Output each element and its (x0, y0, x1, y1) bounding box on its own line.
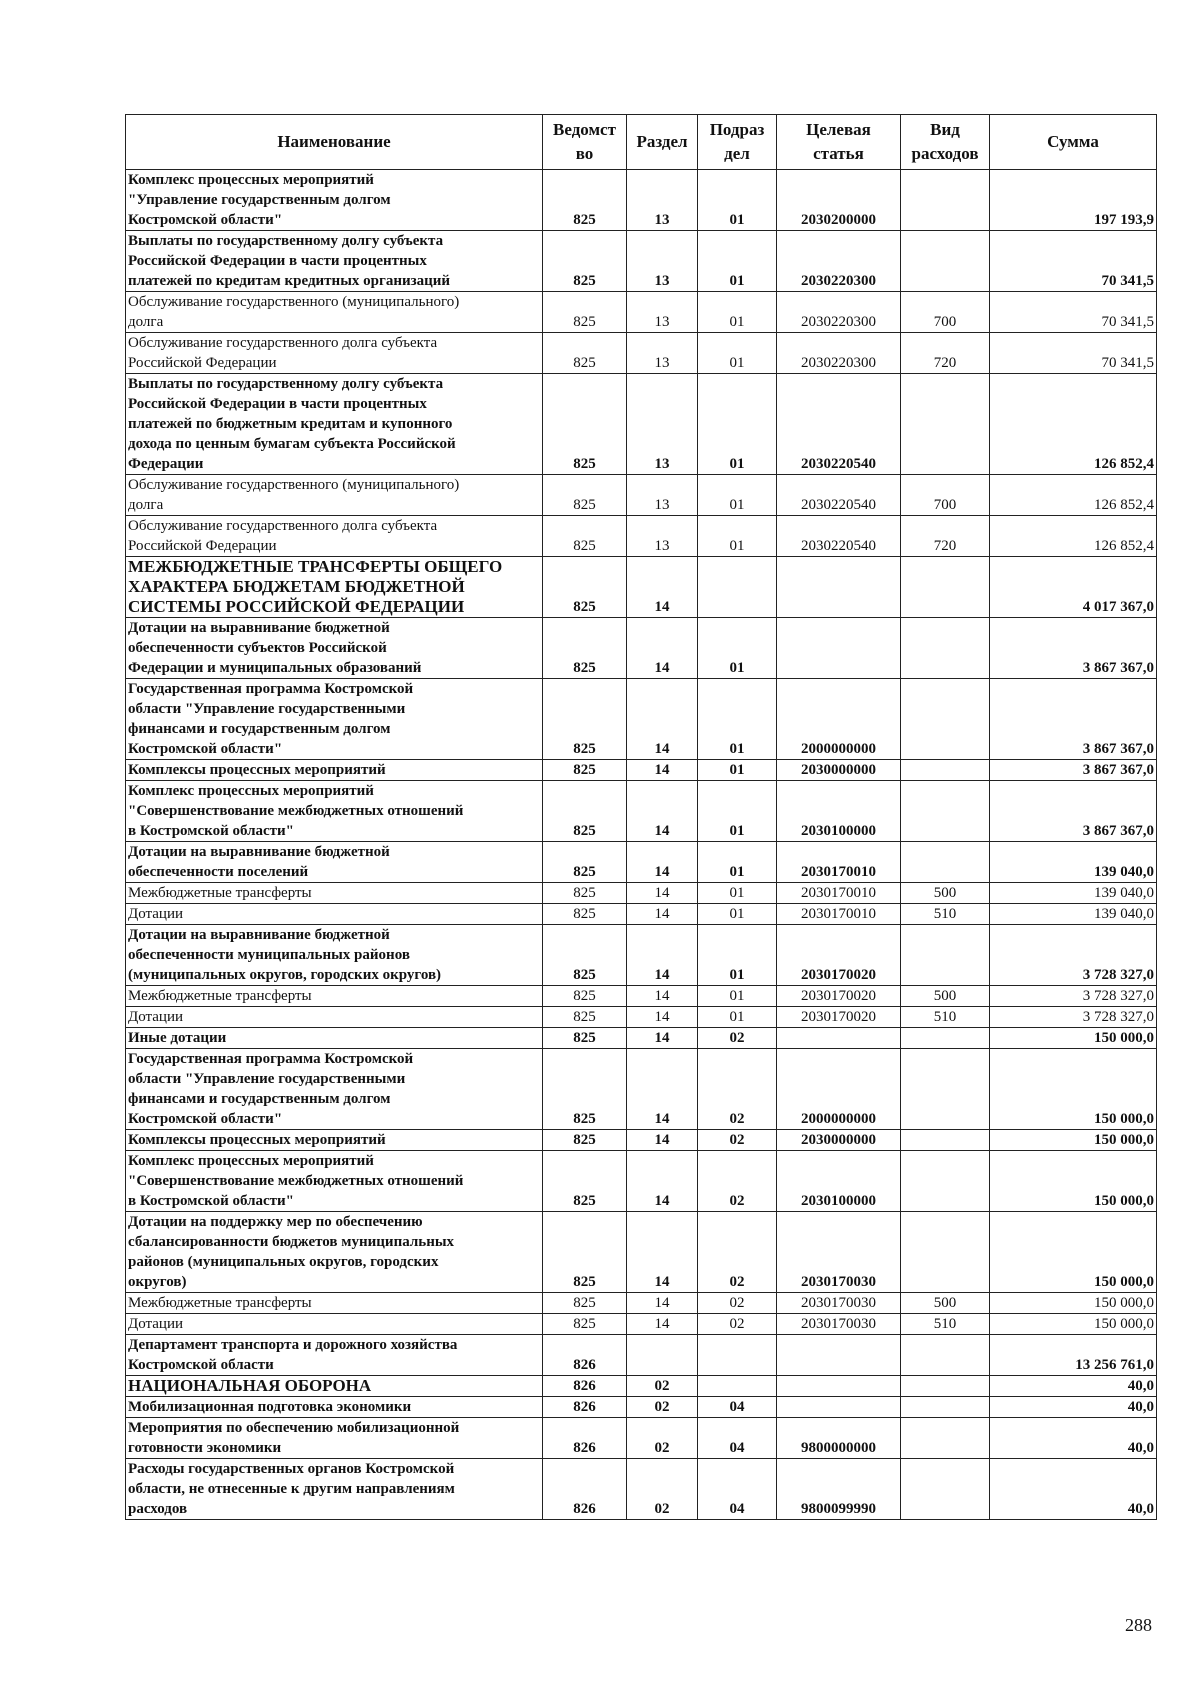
table-row (126, 292, 1157, 333)
cell-name: Обслуживание государственного (муниципального) долга (126, 475, 543, 516)
cell-vid-raskhodov (901, 618, 990, 679)
cell-vid-raskhodov (901, 760, 990, 781)
cell-vedomstvo: 825 (543, 781, 627, 842)
cell-vedomstvo: 825 (543, 557, 627, 618)
cell-razdel: 02 (627, 1459, 698, 1520)
cell-summa: 13 256 761,0 (990, 1335, 1157, 1376)
cell-vedomstvo: 825 (543, 170, 627, 231)
cell-summa: 4 017 367,0 (990, 557, 1157, 618)
cell-name: Дотации на поддержку мер по обеспечению сбалансированности бюджетов муниципальных районов (муниципальных округов, городских округов) (126, 1212, 543, 1293)
cell-tselevaya-statya: 2030170010 (777, 883, 901, 904)
cell-summa: 150 000,0 (990, 1151, 1157, 1212)
cell-podrazdel: 02 (698, 1130, 777, 1151)
cell-vedomstvo: 825 (543, 1028, 627, 1049)
cell-tselevaya-statya: 2030170030 (777, 1314, 901, 1335)
cell-vedomstvo: 825 (543, 1293, 627, 1314)
budget-table (125, 114, 1157, 1520)
cell-vid-raskhodov (901, 1418, 990, 1459)
cell-razdel: 02 (627, 1376, 698, 1397)
cell-summa: 40,0 (990, 1397, 1157, 1418)
table-row (126, 904, 1157, 925)
cell-vedomstvo: 826 (543, 1397, 627, 1418)
cell-razdel: 13 (627, 374, 698, 475)
cell-tselevaya-statya: 2030220300 (777, 292, 901, 333)
table-row (126, 1293, 1157, 1314)
cell-tselevaya-statya: 2030100000 (777, 781, 901, 842)
cell-vedomstvo: 825 (543, 1049, 627, 1130)
cell-vid-raskhodov (901, 679, 990, 760)
cell-razdel: 13 (627, 333, 698, 374)
cell-vedomstvo: 825 (543, 925, 627, 986)
cell-vedomstvo: 825 (543, 475, 627, 516)
cell-podrazdel: 04 (698, 1397, 777, 1418)
cell-podrazdel (698, 557, 777, 618)
cell-name: Обслуживание государственного (муниципального) долга (126, 292, 543, 333)
cell-vedomstvo: 825 (543, 231, 627, 292)
cell-tselevaya-statya: 2030170020 (777, 1007, 901, 1028)
cell-podrazdel: 01 (698, 618, 777, 679)
cell-summa: 3 728 327,0 (990, 986, 1157, 1007)
cell-vid-raskhodov: 700 (901, 475, 990, 516)
cell-podrazdel: 01 (698, 292, 777, 333)
cell-vid-raskhodov (901, 842, 990, 883)
cell-vedomstvo: 826 (543, 1459, 627, 1520)
cell-vid-raskhodov (901, 170, 990, 231)
cell-summa: 197 193,9 (990, 170, 1157, 231)
cell-summa: 126 852,4 (990, 516, 1157, 557)
cell-name: Комплекс процессных мероприятий "Совершенствование межбюджетных отношений в Костромской области" (126, 781, 543, 842)
cell-tselevaya-statya (777, 1376, 901, 1397)
cell-tselevaya-statya: 2030220540 (777, 374, 901, 475)
cell-summa: 126 852,4 (990, 374, 1157, 475)
table-row (126, 842, 1157, 883)
cell-summa: 3 867 367,0 (990, 781, 1157, 842)
cell-podrazdel: 01 (698, 842, 777, 883)
cell-tselevaya-statya: 2030100000 (777, 1151, 901, 1212)
cell-razdel: 14 (627, 842, 698, 883)
cell-razdel: 14 (627, 618, 698, 679)
cell-summa: 139 040,0 (990, 904, 1157, 925)
cell-razdel: 14 (627, 1130, 698, 1151)
cell-name: Иные дотации (126, 1028, 543, 1049)
cell-vid-raskhodov (901, 781, 990, 842)
cell-summa: 3 867 367,0 (990, 760, 1157, 781)
cell-vid-raskhodov (901, 1028, 990, 1049)
table-row (126, 516, 1157, 557)
table-row (126, 231, 1157, 292)
cell-razdel: 14 (627, 925, 698, 986)
cell-vedomstvo: 825 (543, 618, 627, 679)
cell-vid-raskhodov (901, 1335, 990, 1376)
cell-podrazdel: 01 (698, 760, 777, 781)
table-row (126, 1007, 1157, 1028)
cell-name: Мобилизационная подготовка экономики (126, 1397, 543, 1418)
table-row (126, 1418, 1157, 1459)
header-name: Наименование (126, 115, 543, 170)
cell-razdel: 13 (627, 231, 698, 292)
cell-vedomstvo: 826 (543, 1335, 627, 1376)
cell-name: Дотации на выравнивание бюджетной обеспеченности поселений (126, 842, 543, 883)
cell-vedomstvo: 825 (543, 516, 627, 557)
cell-vedomstvo: 826 (543, 1376, 627, 1397)
cell-vedomstvo: 825 (543, 760, 627, 781)
cell-name: Межбюджетные трансферты (126, 986, 543, 1007)
cell-vid-raskhodov: 700 (901, 292, 990, 333)
cell-razdel: 14 (627, 557, 698, 618)
table-row (126, 760, 1157, 781)
cell-razdel: 13 (627, 475, 698, 516)
cell-razdel: 14 (627, 760, 698, 781)
cell-vid-raskhodov (901, 1130, 990, 1151)
cell-podrazdel: 01 (698, 904, 777, 925)
cell-vedomstvo: 825 (543, 333, 627, 374)
cell-podrazdel: 01 (698, 231, 777, 292)
table-row (126, 679, 1157, 760)
cell-summa: 70 341,5 (990, 333, 1157, 374)
cell-tselevaya-statya: 9800099990 (777, 1459, 901, 1520)
cell-vid-raskhodov (901, 231, 990, 292)
cell-vedomstvo: 826 (543, 1418, 627, 1459)
cell-vid-raskhodov: 500 (901, 1293, 990, 1314)
cell-tselevaya-statya: 2030220540 (777, 516, 901, 557)
cell-vedomstvo: 825 (543, 374, 627, 475)
cell-vid-raskhodov: 720 (901, 333, 990, 374)
cell-vid-raskhodov (901, 1459, 990, 1520)
cell-name: Дотации (126, 904, 543, 925)
table-row (126, 1376, 1157, 1397)
cell-podrazdel: 01 (698, 925, 777, 986)
cell-tselevaya-statya: 2030220540 (777, 475, 901, 516)
cell-tselevaya-statya: 2030170030 (777, 1293, 901, 1314)
cell-name: Обслуживание государственного долга субъекта Российской Федерации (126, 333, 543, 374)
table-row (126, 1314, 1157, 1335)
cell-name: Комплексы процессных мероприятий (126, 760, 543, 781)
budget-table-sheet (125, 114, 1156, 1520)
cell-podrazdel: 01 (698, 781, 777, 842)
cell-tselevaya-statya: 2000000000 (777, 1049, 901, 1130)
cell-razdel (627, 1335, 698, 1376)
cell-name: Межбюджетные трансферты (126, 1293, 543, 1314)
cell-vid-raskhodov: 500 (901, 986, 990, 1007)
cell-podrazdel: 02 (698, 1293, 777, 1314)
table-row (126, 883, 1157, 904)
cell-tselevaya-statya: 2030170030 (777, 1212, 901, 1293)
cell-razdel: 02 (627, 1418, 698, 1459)
cell-tselevaya-statya (777, 1028, 901, 1049)
table-row (126, 925, 1157, 986)
cell-vid-raskhodov (901, 1049, 990, 1130)
cell-name: Комплекс процессных мероприятий "Совершенствование межбюджетных отношений в Костромской области" (126, 1151, 543, 1212)
cell-vedomstvo: 825 (543, 904, 627, 925)
cell-vedomstvo: 825 (543, 1212, 627, 1293)
cell-name: МЕЖБЮДЖЕТНЫЕ ТРАНСФЕРТЫ ОБЩЕГО ХАРАКТЕРА БЮДЖЕТАМ БЮДЖЕТНОЙ СИСТЕМЫ РОССИЙСКОЙ ФЕДЕРАЦИИ (126, 557, 543, 618)
header-podrazdel: Подраз дел (698, 115, 777, 170)
cell-tselevaya-statya: 2030220300 (777, 333, 901, 374)
cell-podrazdel: 04 (698, 1459, 777, 1520)
table-row (126, 1049, 1157, 1130)
table-row (126, 986, 1157, 1007)
cell-vid-raskhodov: 510 (901, 1314, 990, 1335)
cell-name: Выплаты по государственному долгу субъекта Российской Федерации в части процентных платежей по кредитам кредитных организаций (126, 231, 543, 292)
cell-razdel: 14 (627, 1314, 698, 1335)
cell-tselevaya-statya: 2030000000 (777, 760, 901, 781)
cell-tselevaya-statya: 2030000000 (777, 1130, 901, 1151)
cell-vid-raskhodov (901, 925, 990, 986)
cell-razdel: 14 (627, 1293, 698, 1314)
cell-podrazdel (698, 1376, 777, 1397)
cell-razdel: 14 (627, 679, 698, 760)
cell-summa: 3 728 327,0 (990, 925, 1157, 986)
table-row (126, 1397, 1157, 1418)
cell-podrazdel (698, 1335, 777, 1376)
cell-summa: 150 000,0 (990, 1293, 1157, 1314)
cell-summa: 150 000,0 (990, 1212, 1157, 1293)
cell-podrazdel: 02 (698, 1314, 777, 1335)
table-row (126, 781, 1157, 842)
cell-name: Комплекс процессных мероприятий "Управление государственным долгом Костромской области" (126, 170, 543, 231)
cell-vedomstvo: 825 (543, 1314, 627, 1335)
cell-tselevaya-statya (777, 1335, 901, 1376)
table-header-row (126, 115, 1157, 170)
cell-summa: 40,0 (990, 1459, 1157, 1520)
cell-vid-raskhodov: 500 (901, 883, 990, 904)
cell-razdel: 14 (627, 904, 698, 925)
cell-podrazdel: 04 (698, 1418, 777, 1459)
cell-summa: 3 728 327,0 (990, 1007, 1157, 1028)
table-row (126, 333, 1157, 374)
cell-vid-raskhodov: 720 (901, 516, 990, 557)
cell-vid-raskhodov (901, 374, 990, 475)
cell-vid-raskhodov: 510 (901, 1007, 990, 1028)
cell-tselevaya-statya (777, 557, 901, 618)
cell-podrazdel: 02 (698, 1028, 777, 1049)
cell-name: НАЦИОНАЛЬНАЯ ОБОРОНА (126, 1376, 543, 1397)
cell-vid-raskhodov (901, 1151, 990, 1212)
cell-name: Расходы государственных органов Костромской области, не отнесенные к другим направлениям расходов (126, 1459, 543, 1520)
cell-vedomstvo: 825 (543, 1007, 627, 1028)
table-row (126, 557, 1157, 618)
cell-podrazdel: 01 (698, 170, 777, 231)
cell-summa: 40,0 (990, 1418, 1157, 1459)
cell-razdel: 13 (627, 292, 698, 333)
cell-summa: 70 341,5 (990, 231, 1157, 292)
cell-name: Государственная программа Костромской области "Управление государственными финансами и государственным долгом Костромской области" (126, 1049, 543, 1130)
header-vid-raskhodov: Вид расходов (901, 115, 990, 170)
cell-razdel: 13 (627, 516, 698, 557)
table-row (126, 618, 1157, 679)
cell-summa: 70 341,5 (990, 292, 1157, 333)
cell-razdel: 14 (627, 1028, 698, 1049)
cell-summa: 139 040,0 (990, 842, 1157, 883)
cell-name: Государственная программа Костромской области "Управление государственными финансами и государственным долгом Костромской области" (126, 679, 543, 760)
cell-summa: 139 040,0 (990, 883, 1157, 904)
cell-summa: 40,0 (990, 1376, 1157, 1397)
cell-summa: 150 000,0 (990, 1049, 1157, 1130)
cell-podrazdel: 01 (698, 1007, 777, 1028)
cell-vid-raskhodov (901, 557, 990, 618)
cell-podrazdel: 02 (698, 1151, 777, 1212)
cell-summa: 3 867 367,0 (990, 618, 1157, 679)
cell-tselevaya-statya: 9800000000 (777, 1418, 901, 1459)
cell-vedomstvo: 825 (543, 1130, 627, 1151)
cell-tselevaya-statya: 2030170020 (777, 925, 901, 986)
cell-vedomstvo: 825 (543, 842, 627, 883)
cell-name: Дотации на выравнивание бюджетной обеспеченности субъектов Российской Федерации и муниципальных образований (126, 618, 543, 679)
header-razdel: Раздел (627, 115, 698, 170)
cell-razdel: 14 (627, 1007, 698, 1028)
cell-tselevaya-statya: 2030170020 (777, 986, 901, 1007)
cell-razdel: 14 (627, 1151, 698, 1212)
cell-podrazdel: 01 (698, 986, 777, 1007)
cell-podrazdel: 01 (698, 883, 777, 904)
cell-summa: 150 000,0 (990, 1314, 1157, 1335)
cell-podrazdel: 01 (698, 475, 777, 516)
cell-name: Дотации (126, 1007, 543, 1028)
cell-tselevaya-statya: 2000000000 (777, 679, 901, 760)
cell-name: Дотации на выравнивание бюджетной обеспеченности муниципальных районов (муниципальных округов, городских округов) (126, 925, 543, 986)
cell-podrazdel: 02 (698, 1212, 777, 1293)
table-row (126, 1028, 1157, 1049)
cell-tselevaya-statya: 2030170010 (777, 842, 901, 883)
cell-vedomstvo: 825 (543, 1151, 627, 1212)
cell-name: Комплексы процессных мероприятий (126, 1130, 543, 1151)
cell-name: Департамент транспорта и дорожного хозяйства Костромской области (126, 1335, 543, 1376)
cell-podrazdel: 01 (698, 679, 777, 760)
cell-vid-raskhodov: 510 (901, 904, 990, 925)
cell-name: Мероприятия по обеспечению мобилизационной готовности экономики (126, 1418, 543, 1459)
cell-podrazdel: 01 (698, 333, 777, 374)
cell-razdel: 14 (627, 1212, 698, 1293)
cell-podrazdel: 01 (698, 374, 777, 475)
cell-summa: 126 852,4 (990, 475, 1157, 516)
cell-tselevaya-statya: 2030200000 (777, 170, 901, 231)
table-row (126, 1212, 1157, 1293)
cell-razdel: 14 (627, 883, 698, 904)
header-vedomstvo: Ведомст во (543, 115, 627, 170)
cell-vedomstvo: 825 (543, 679, 627, 760)
cell-tselevaya-statya: 2030220300 (777, 231, 901, 292)
cell-summa: 3 867 367,0 (990, 679, 1157, 760)
cell-tselevaya-statya (777, 1397, 901, 1418)
header-summa: Сумма (990, 115, 1157, 170)
cell-vid-raskhodov (901, 1376, 990, 1397)
cell-vid-raskhodov (901, 1212, 990, 1293)
cell-tselevaya-statya (777, 618, 901, 679)
cell-razdel: 14 (627, 1049, 698, 1130)
cell-summa: 150 000,0 (990, 1130, 1157, 1151)
cell-razdel: 14 (627, 781, 698, 842)
table-row (126, 1335, 1157, 1376)
cell-razdel: 13 (627, 170, 698, 231)
table-row (126, 1130, 1157, 1151)
table-row (126, 374, 1157, 475)
page-number: 288 (1125, 1615, 1152, 1635)
cell-summa: 150 000,0 (990, 1028, 1157, 1049)
cell-name: Дотации (126, 1314, 543, 1335)
cell-podrazdel: 01 (698, 516, 777, 557)
cell-vedomstvo: 825 (543, 986, 627, 1007)
table-row (126, 1151, 1157, 1212)
cell-tselevaya-statya: 2030170010 (777, 904, 901, 925)
table-row (126, 475, 1157, 516)
cell-vid-raskhodov (901, 1397, 990, 1418)
cell-razdel: 02 (627, 1397, 698, 1418)
cell-razdel: 14 (627, 986, 698, 1007)
cell-name: Обслуживание государственного долга субъекта Российской Федерации (126, 516, 543, 557)
table-body (126, 170, 1157, 1520)
cell-name: Выплаты по государственному долгу субъекта Российской Федерации в части процентных платежей по бюджетным кредитам и купонного дохода по ценным бумагам субъекта Российской Федерации (126, 374, 543, 475)
table-row (126, 170, 1157, 231)
cell-vedomstvo: 825 (543, 883, 627, 904)
header-tselevaya-statya: Целевая статья (777, 115, 901, 170)
cell-podrazdel: 02 (698, 1049, 777, 1130)
cell-name: Межбюджетные трансферты (126, 883, 543, 904)
cell-vedomstvo: 825 (543, 292, 627, 333)
table-row (126, 1459, 1157, 1520)
